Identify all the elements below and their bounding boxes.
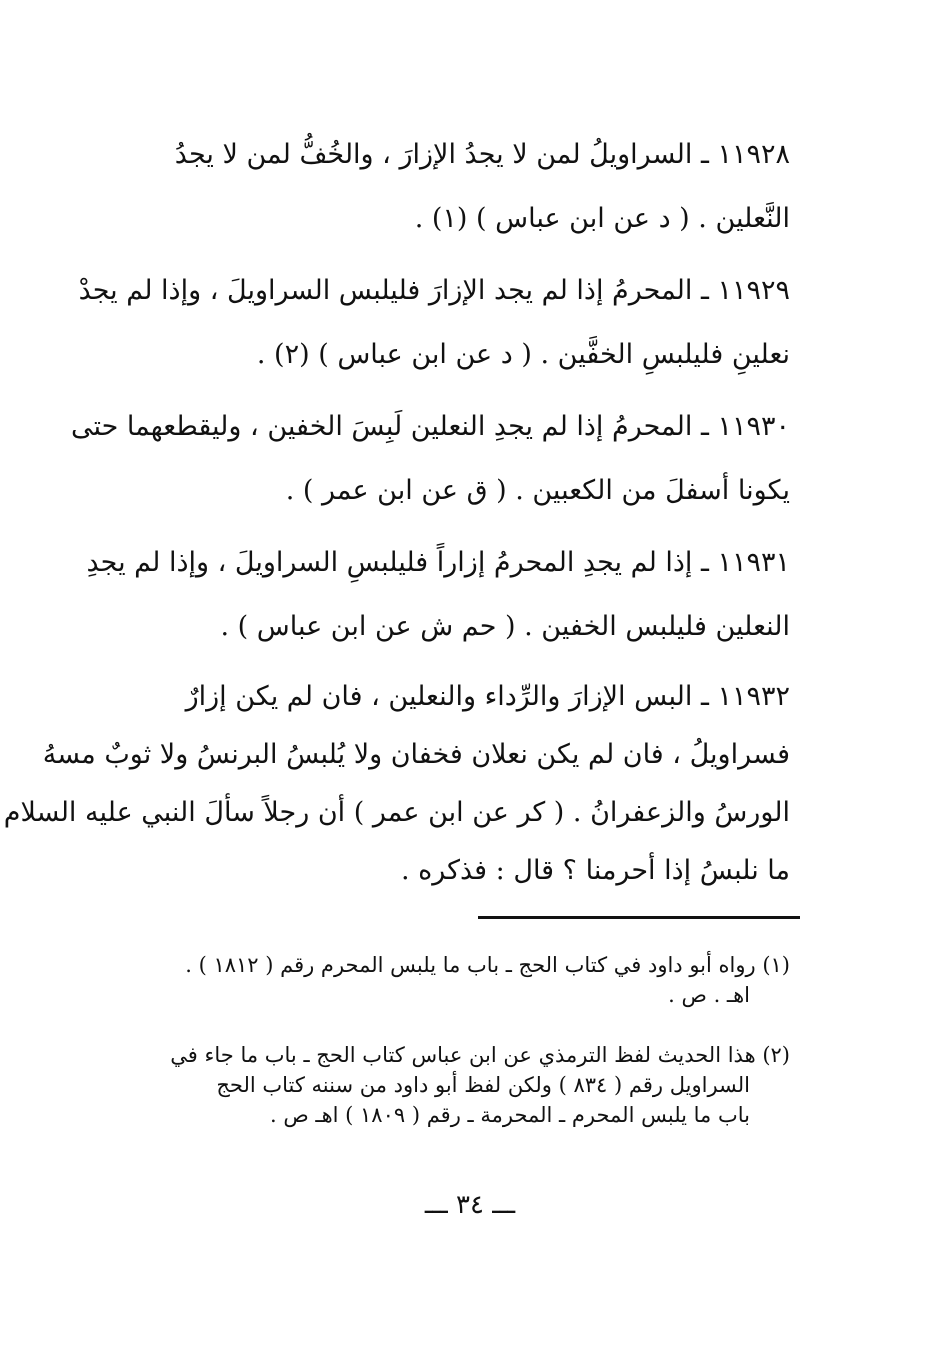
hadith-line: ١١٩٢٩ ـ المحرمُ إذا لم يجد الإزارَ فليلبس السراويلَ ، وإذا لم يجدْ xyxy=(78,275,790,306)
footnote-2 xyxy=(80,1040,790,1130)
footnote-line: السراويل رقم ( ٨٣٤ ) ولكن لفظ أبو داود من سننه كتاب الحج xyxy=(216,1073,750,1097)
hadith-11931 xyxy=(86,546,790,644)
hadith-11929 xyxy=(78,274,790,372)
footnote-divider xyxy=(478,916,800,919)
hadith-11932 xyxy=(3,680,790,888)
hadith-line: النَّعلين . ( د عن ابن عباس ) (١) . xyxy=(414,203,790,234)
footnote-line: اهـ . ص . xyxy=(668,983,750,1007)
footnote-line: باب ما يلبس المحرم ـ المحرمة ـ رقم ( ١٨٠٩ ) اهـ ص . xyxy=(270,1103,750,1127)
hadith-line: النعلين فليلبس الخفين . ( حم ش عن ابن عباس ) . xyxy=(220,611,790,642)
hadith-line: ١١٩٣١ ـ إذا لم يجدِ المحرمُ إزاراً فليلبسِ السراويلَ ، وإذا لم يجدِ xyxy=(86,547,790,578)
footnote-1 xyxy=(80,950,790,1010)
hadith-line: يكونا أسفلَ من الكعبين . ( ق عن ابن عمر ) . xyxy=(285,475,790,506)
page-number: ـــ ٣٤ ـــ xyxy=(424,1190,516,1220)
hadith-line: نعلينِ فليلبسِ الخفَّين . ( د عن ابن عباس ) (٢) . xyxy=(256,339,790,370)
hadith-line: ١١٩٣٠ ـ المحرمُ إذا لم يجدِ النعلين لَبِسَ الخفين ، وليقطعهما حتى xyxy=(71,411,790,442)
hadith-line: ما نلبسُ إذا أحرمنا ؟ قال : فذكره . xyxy=(400,855,790,886)
hadith-line: ١١٩٢٨ ـ السراويلُ لمن لا يجدُ الإزارَ ، والخُفُّ لمن لا يجدُ xyxy=(174,139,790,170)
footnote-line: (٢) هذا الحديث لفظ الترمذي عن ابن عباس كتاب الحج ـ باب ما جاء في xyxy=(170,1043,790,1067)
hadith-line: ١١٩٣٢ ـ البس الإزارَ والرِّداء والنعلين ، فان لم يكن إزارٌ xyxy=(185,681,790,712)
hadith-11928 xyxy=(90,138,790,236)
footnote-line: (١) رواه أبو داود في كتاب الحج ـ باب ما يلبس المحرم رقم ( ١٨١٢ ) . xyxy=(185,953,790,977)
hadith-line: فسراويلُ ، فان لم يكن نعلان فخفان ولا يُلبسُ البرنسُ ولا ثوبٌ مسهُ xyxy=(42,739,790,770)
hadith-line: الورسُ والزعفرانُ . ( كر عن ابن عمر ) أن رجلاً سألَ النبي عليه السلام xyxy=(3,797,790,828)
hadith-11930 xyxy=(71,410,790,508)
